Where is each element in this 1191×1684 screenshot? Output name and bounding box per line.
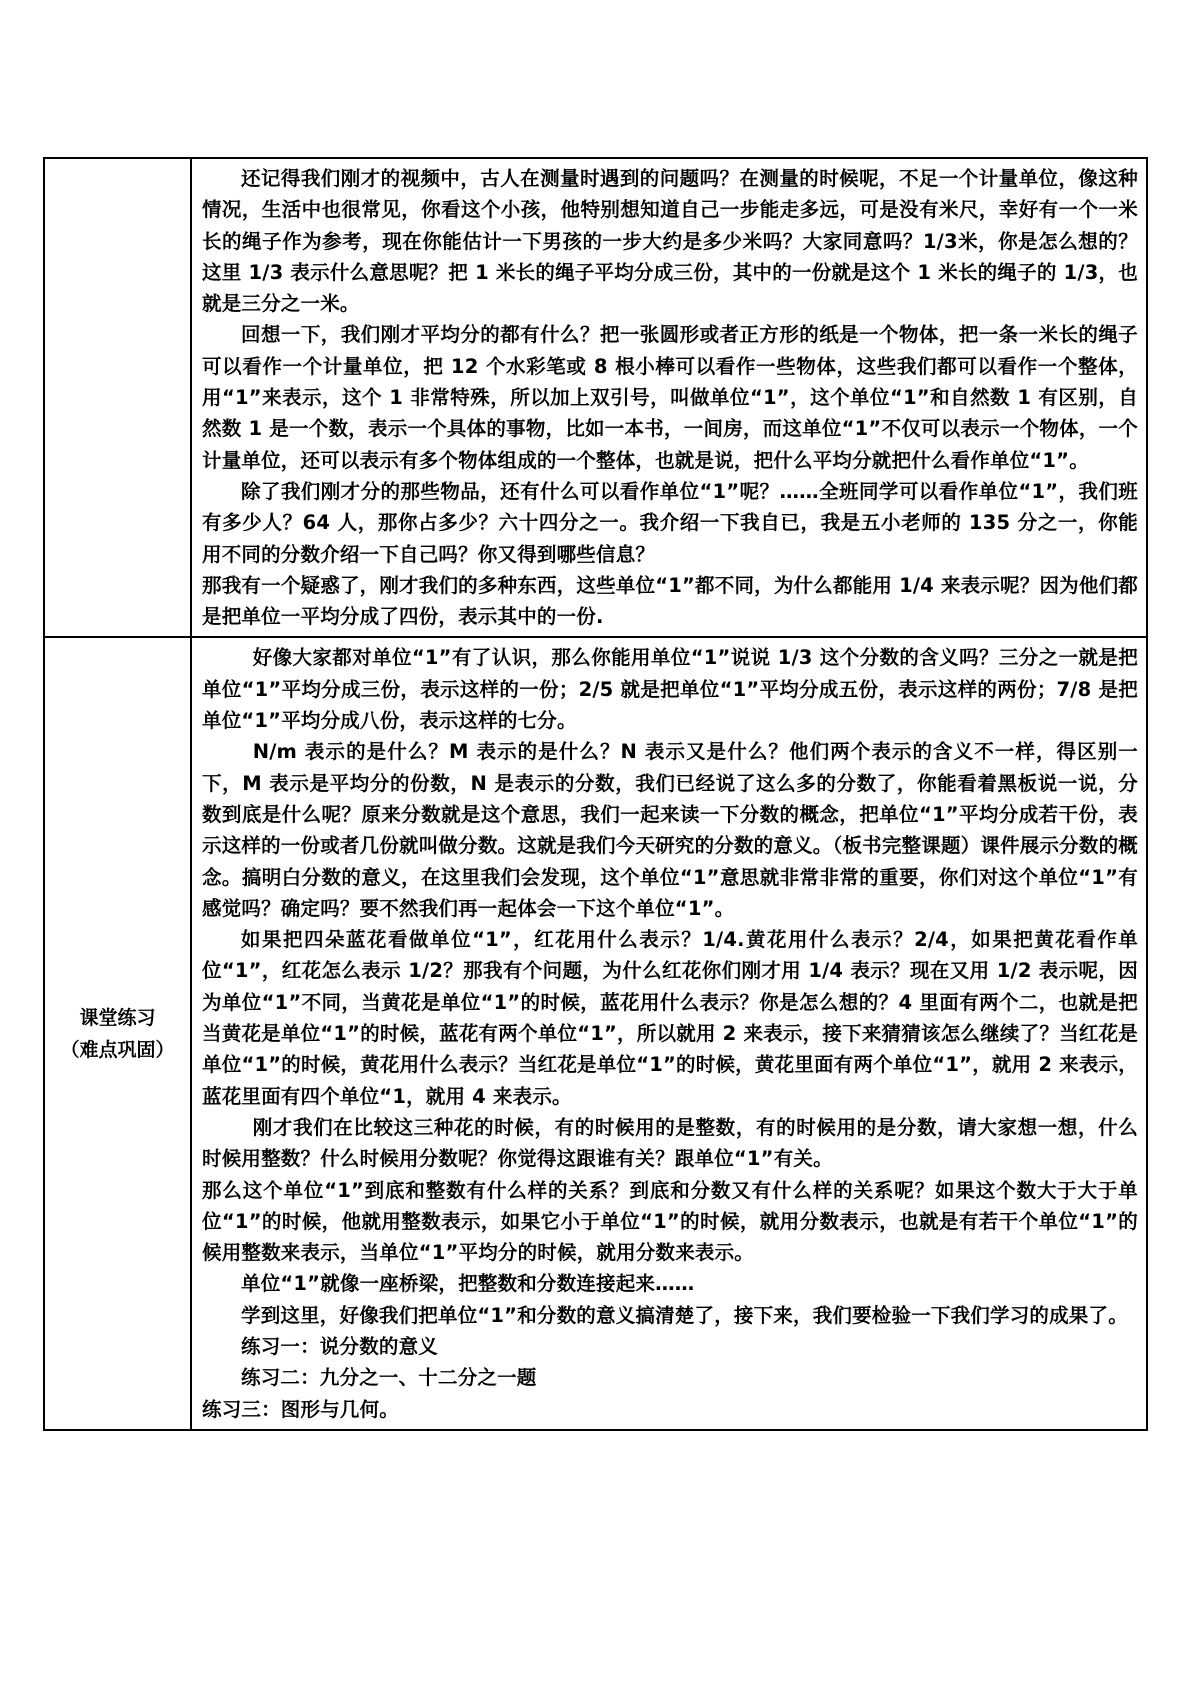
paragraph: 单位“1”就像一座桥梁，把整数和分数连接起来…… [241,1272,695,1296]
row-content-cell [191,637,1147,1429]
paragraph: N/m 表示的是什么？M 表示的是什么？N 表示又是什么？他们两个表示的含义不一样，得区别一下，M 表示是平均分的份数，N 是表示的分数，我们已经说了这么多的分数了，你能看着黑板说一说，分数到底是什么呢？原来分数就是这个意思，我们一起来读一下分数的概念，把单位“1”平均分成若干份，表示这样的一份或者几份就叫做分数。这就是我们今天研究的分数的意义。（板书完整课题）课件展示分数的概念。搞明白分数的意义，在这里我们会发现，这个单位“1”意思就非常非常的重要，你们对这个单位“1”有感觉吗？确定吗？要不然我们再一起体会一下这个单位“1”。 [202,740,1138,920]
paragraph: 那么这个单位“1”到底和整数有什么样的关系？到底和分数又有什么样的关系呢？如果这个数大于大于单位“1”的时候，他就用整数表示，如果它小于单位“1”的时候，就用分数表示，也就是有若干个单位“1”的候用整数来表示，当单位“1”平均分的时候，就用分数来表示。 [202,1178,1138,1265]
exercise-item: 练习二：九分之一、十二分之一题 [241,1366,537,1390]
row-label-cell [44,637,191,1429]
paragraph: 如果把四朵蓝花看做单位“1”，红花用什么表示？1/4.黄花用什么表示？2/4，如果把黄花看作单位“1”，红花怎么表示 1/2？那我有个问题，为什么红花你们刚才用 1/4 表示？现在又用 1/2 表示呢，因为单位“1”不同，当黄花是单位“1”的时候，蓝花用什么表示？你是怎么想的？4 里面有两个二，也就是把当黄花是单位“1”的时候，蓝花有两个单位“1”，所以就用 2 来表示，接下来猜猜该怎么继续了？当红花是单位“1”的时候，黄花用什么表示？当红花是单位“1”的时候，黄花里面有两个单位“1”，就用 2 来表示，蓝花里面有四个单位“1，就用 4 来表示。 [202,928,1138,1108]
lesson-plan-table [43,157,1148,1431]
exercise-item: 练习三：图形与几何。 [202,1397,400,1421]
paragraph: 刚才我们在比较这三种花的时候，有的时候用的是整数，有的时候用的是分数，请大家想一想，什么时候用整数？什么时候用分数呢？你觉得这跟谁有关？跟单位“1”有关。 [202,1115,1138,1171]
row-label-title: 课堂练习 [79,1006,156,1029]
paragraph: 好像大家都对单位“1”有了认识，那么你能用单位“1”说说 1/3 这个分数的含义吗？三分之一就是把单位“1”平均分成三份，表示这样的一份；2/5 就是把单位“1”平均分成五份，表示这样的两份；7/8 是把单位“1”平均分成八份，表示这样的七分。 [202,646,1138,733]
row-label-cell-empty [44,158,191,637]
paragraph: 回想一下，我们刚才平均分的都有什么？把一张圆形或者正方形的纸是一个物体，把一条一米长的绳子可以看作一个计量单位，把 12 个水彩笔或 8 根小棒可以看作一些物体，这些我们都可以看作一个整体，用“1”来表示，这个 1 非常特殊，所以加上双引号，叫做单位“1”，这个单位“1”和自然数 1 有区别，自然数 1 是一个数，表示一个具体的事物，比如一本书，一间房，而这单位“1”不仅可以表示一个物体，一个计量单位，还可以表示有多个物体组成的一个整体，也就是说，把什么平均分就把什么看作单位“1”。 [202,323,1138,472]
table-row-intro [44,158,1147,637]
table-row-practice [44,637,1147,1429]
paragraph: 学到这里，好像我们把单位“1”和分数的意义搞清楚了，接下来，我们要检验一下我们学习的成果了。 [241,1303,1128,1327]
exercise-item: 练习一：说分数的意义 [241,1334,439,1358]
paragraph: 还记得我们刚才的视频中，古人在测量时遇到的问题吗？在测量的时候呢，不足一个计量单位，像这种情况，生活中也很常见，你看这个小孩，他特别想知道自己一步能走多远，可是没有米尺，幸好有一个一米长的绳子作为参考，现在你能估计一下男孩的一步大约是多少米吗？大家同意吗？1/3米，你是怎么想的？这里 1/3 表示什么意思呢？把 1 米长的绳子平均分成三份，其中的一份就是这个 1 米长的绳子的 1/3，也就是三分之一米。 [202,167,1138,316]
paragraph: 除了我们刚才分的那些物品，还有什么可以看作单位“1”呢？……全班同学可以看作单位“1”，我们班有多少人？64 人，那你占多少？六十四分之一。我介绍一下我自已，我是五小老师的 135 分之一，你能用不同的分数介绍一下自己吗？你又得到哪些信息？ [202,479,1138,566]
row-label-subtitle: （难点巩固） [60,1038,175,1061]
paragraph: 那我有一个疑惑了，刚才我们的多种东西，这些单位“1”都不同，为什么都能用 1/4 来表示呢？因为他们都是把单位一平均分成了四份，表示其中的一份. [202,573,1138,629]
row-content-cell [191,158,1147,637]
